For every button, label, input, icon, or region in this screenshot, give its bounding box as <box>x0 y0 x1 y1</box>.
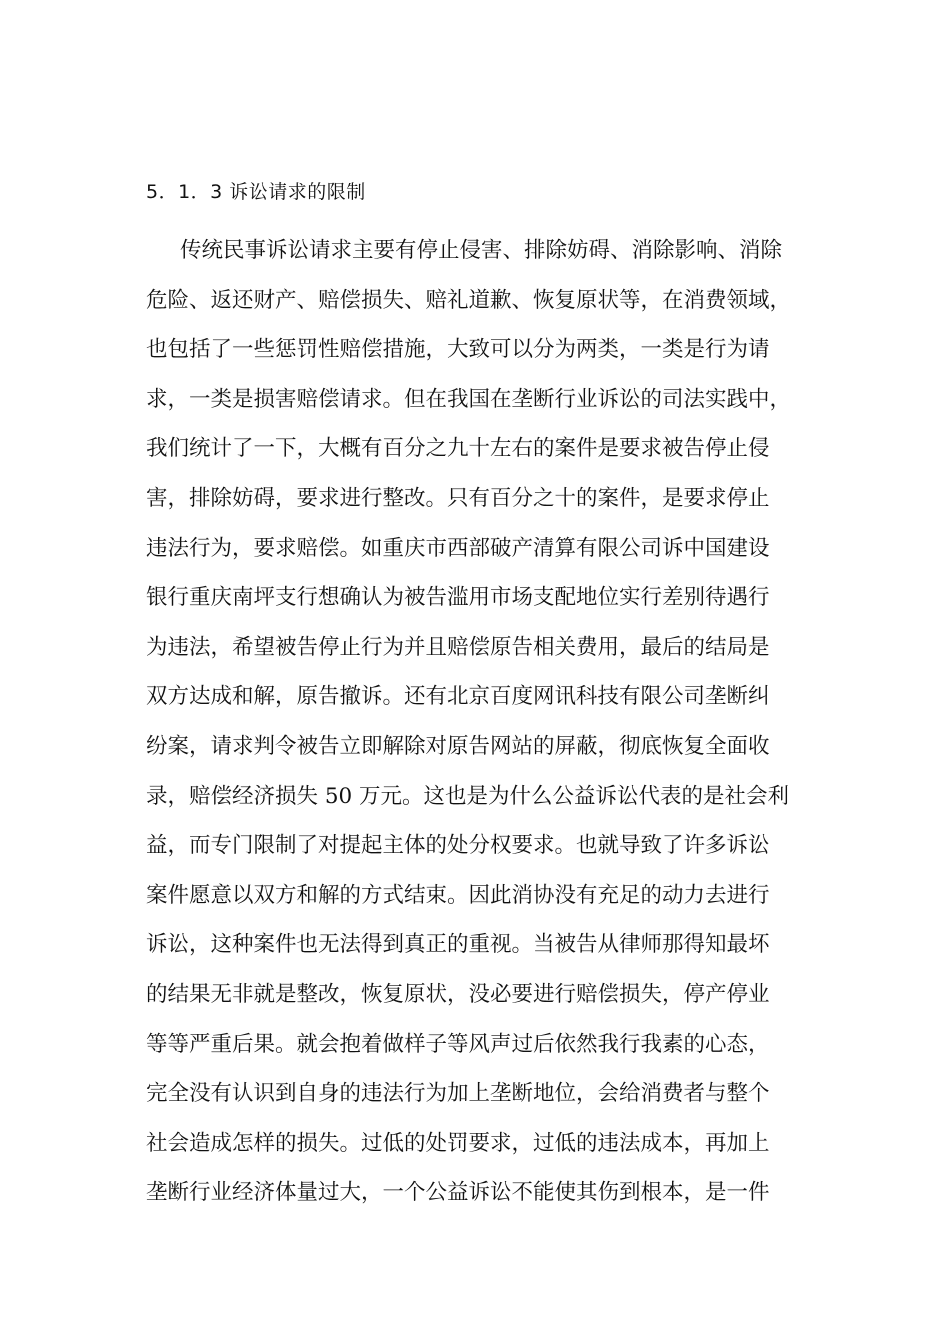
paragraph-line: 社会造成怎样的损失。过低的处罚要求，过低的违法成本，再加上 <box>146 1130 770 1156</box>
paragraph-line: 双方达成和解，原告撤诉。还有北京百度网讯科技有限公司垄断纠 <box>146 684 770 710</box>
paragraph-line: 垄断行业经济体量过大，一个公益诉讼不能使其伤到根本，是一件 <box>146 1180 770 1206</box>
paragraph-line: 我们统计了一下，大概有百分之九十左右的案件是要求被告停止侵 <box>146 436 770 462</box>
paragraph-line: 纷案，请求判令被告立即解除对原告网站的屏蔽，彻底恢复全面收 <box>146 733 770 759</box>
paragraph-line: 的结果无非就是整改，恢复原状，没必要进行赔偿损失，停产停业 <box>146 981 770 1007</box>
paragraph-line: 求，一类是损害赔偿请求。但在我国在垄断行业诉讼的司法实践中， <box>146 386 792 412</box>
paragraph-line: 也包括了一些惩罚性赔偿措施，大致可以分为两类，一类是行为请 <box>146 337 770 363</box>
section-heading: 5．1．3 诉讼请求的限制 <box>146 181 366 203</box>
paragraph-line: 录，赔偿经济损失 50 万元。这也是为什么公益诉讼代表的是社会利 <box>146 783 790 809</box>
paragraph-line: 益，而专门限制了对提起主体的处分权要求。也就导致了许多诉讼 <box>146 833 770 859</box>
paragraph-line: 案件愿意以双方和解的方式结束。因此消协没有充足的动力去进行 <box>146 882 770 908</box>
paragraph-line: 害，排除妨碍，要求进行整改。只有百分之十的案件，是要求停止 <box>146 485 770 511</box>
paragraph-line: 等等严重后果。就会抱着做样子等风声过后依然我行我素的心态， <box>146 1031 770 1057</box>
body-paragraph <box>146 226 826 1218</box>
paragraph-line: 危险、返还财产、赔偿损失、赔礼道歉、恢复原状等，在消费领域， <box>146 287 792 313</box>
paragraph-line: 传统民事诉讼请求主要有停止侵害、排除妨碍、消除影响、消除 <box>180 238 783 263</box>
paragraph-line: 违法行为，要求赔偿。如重庆市西部破产清算有限公司诉中国建设 <box>146 535 770 561</box>
paragraph-line: 为违法，希望被告停止行为并且赔偿原告相关费用，最后的结局是 <box>146 634 770 660</box>
paragraph-line: 银行重庆南坪支行想确认为被告滥用市场支配地位实行差别待遇行 <box>146 585 770 611</box>
paragraph-line: 完全没有认识到自身的违法行为加上垄断地位，会给消费者与整个 <box>146 1081 770 1107</box>
paragraph-line: 诉讼，这种案件也无法得到真正的重视。当被告从律师那得知最坏 <box>146 932 770 958</box>
